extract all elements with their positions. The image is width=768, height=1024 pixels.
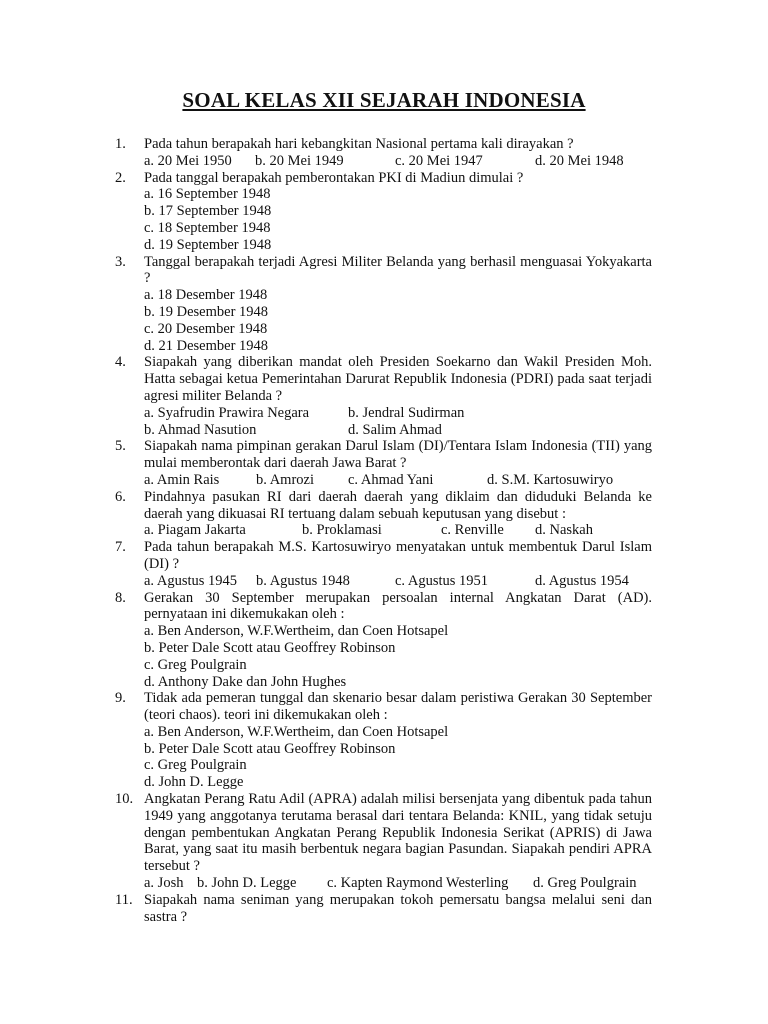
question-text: Siapakah nama pimpinan gerakan Darul Islam (DI)/Tentara Islam Indonesia (TII) yang mulai memberontak dari daerah Jawa Barat ?: [144, 438, 652, 472]
answer-option: b. Peter Dale Scott atau Geoffrey Robinson: [144, 639, 396, 656]
answer-option: d. Anthony Dake dan John Hughes: [144, 673, 347, 690]
answer-option: c. Ahmad Yani: [348, 471, 434, 488]
question-body: [144, 791, 652, 892]
answer-option: d. 21 Desember 1948: [144, 337, 269, 354]
question-body: [144, 690, 652, 791]
question-text: Tidak ada pemeran tunggal dan skenario besar dalam peristiwa Gerakan 30 September (teori chaos). teori ini dikemukakan oleh :: [144, 690, 652, 724]
answer-option: b. 20 Mei 1949: [255, 152, 344, 169]
answer-option: c. Greg Poulgrain: [144, 656, 247, 673]
question-text: Gerakan 30 September merupakan persoalan internal Angkatan Darat (AD). pernyataan ini dikemukakan oleh :: [144, 589, 652, 623]
question-number: 9.: [115, 690, 126, 707]
answer-option: c. 20 Mei 1947: [395, 152, 483, 169]
question-number: 3.: [115, 253, 126, 270]
answer-option: b. Amrozi: [256, 471, 314, 488]
question-body: [144, 590, 652, 691]
question-text: Pada tahun berapakah hari kebangkitan Nasional pertama kali dirayakan ?: [144, 136, 574, 152]
question-item: [0, 170, 768, 254]
answer-option: b. Ahmad Nasution: [144, 421, 257, 438]
answer-option: a. Agustus 1945: [144, 572, 238, 589]
answer-option: d. S.M. Kartosuwiryo: [487, 471, 614, 488]
answer-option: a. Ben Anderson, W.F.Wertheim, dan Coen Hotsapel: [144, 723, 449, 740]
answer-option: d. 19 September 1948: [144, 236, 272, 253]
options-row: [144, 405, 652, 422]
options-row: [144, 522, 652, 539]
question-item: [0, 438, 768, 488]
question-text: Angkatan Perang Ratu Adil (APRA) adalah milisi bersenjata yang dibentuk pada tahun 1949 yang anggotanya terutama berasal dari tentara Belanda: KNIL, yang tidak setuju dengan pembentukan Angkatan Perang Republik Indonesia Serikat (APRIS) di Jawa Barat, yang saat itu masih berbentuk negara bagian Pasundan. Siapakah pendiri APRA tersebut ?: [144, 791, 652, 875]
answer-option: d. John D. Legge: [144, 774, 244, 791]
question-body: [144, 892, 652, 926]
options-row: [144, 573, 652, 590]
answer-option: d. Naskah: [535, 522, 593, 539]
question-body: [144, 170, 652, 254]
question-body: [144, 539, 652, 589]
answer-option: b. Jendral Sudirman: [348, 404, 465, 421]
answer-option: a. 16 September 1948: [144, 186, 271, 203]
question-text: Siapakah nama seniman yang merupakan tokoh pemersatu bangsa melalui seni dan sastra ?: [144, 891, 652, 925]
question-text: Tanggal berapakah terjadi Agresi Militer Belanda yang berhasil menguasai Yokyakarta ?: [144, 253, 652, 287]
question-body: [144, 136, 652, 170]
options-row: [144, 875, 652, 892]
question-body: [144, 354, 652, 438]
question-number: 2.: [115, 169, 126, 186]
question-text: Pindahnya pasukan RI dari daerah daerah yang diklaim dan diduduki Belanda ke daerah yang dikuasai RI tertuang dalam sebuah keputusan yang disebut :: [144, 488, 652, 522]
answer-option: c. Greg Poulgrain: [144, 757, 247, 774]
answer-option: c. Agustus 1951: [395, 572, 489, 589]
answer-option: c. 20 Desember 1948: [144, 320, 268, 337]
options-row: [144, 153, 652, 170]
question-number: 6.: [115, 488, 126, 505]
answer-option: a. Josh: [144, 875, 184, 892]
answer-option: c. Kapten Raymond Westerling: [327, 875, 509, 892]
question-body: [144, 438, 652, 488]
question-item: [0, 590, 768, 691]
question-number: 7.: [115, 539, 126, 556]
question-number: 5.: [115, 438, 126, 455]
question-number: 4.: [115, 354, 126, 371]
answer-option: a. Amin Rais: [144, 471, 220, 488]
answer-option: b. 17 September 1948: [144, 203, 272, 220]
answer-option: a. Piagam Jakarta: [144, 522, 246, 539]
answer-option: b. Agustus 1948: [256, 572, 350, 589]
question-item: [0, 354, 768, 438]
question-text: Pada tanggal berapakah pemberontakan PKI di Madiun dimulai ?: [144, 169, 524, 186]
question-body: [144, 489, 652, 539]
question-body: [144, 254, 652, 355]
options-row: [144, 472, 652, 489]
question-number: 1.: [115, 136, 126, 152]
answer-option: c. Renville: [441, 522, 504, 539]
answer-option: a. Syafrudin Prawira Negara: [144, 404, 310, 421]
answer-option: d. Greg Poulgrain: [533, 875, 637, 892]
answer-option: b. Proklamasi: [302, 522, 382, 539]
question-item: [0, 489, 768, 539]
question-text: Pada tahun berapakah M.S. Kartosuwiryo menyatakan untuk membentuk Darul Islam (DI) ?: [144, 539, 652, 572]
answer-option: a. 18 Desember 1948: [144, 287, 268, 304]
question-item: [0, 539, 768, 589]
answer-option: b. Peter Dale Scott atau Geoffrey Robinson: [144, 740, 396, 757]
question-number: 11.: [115, 891, 133, 908]
question-item: [0, 892, 768, 926]
answer-option: a. 20 Mei 1950: [144, 152, 232, 169]
answer-option: c. 18 September 1948: [144, 219, 271, 236]
answer-option: d. Agustus 1954: [535, 572, 629, 589]
question-item: [0, 254, 768, 355]
question-list: [0, 136, 768, 925]
answer-option: d. 20 Mei 1948: [535, 152, 624, 169]
question-item: [0, 690, 768, 791]
answer-option: b. 19 Desember 1948: [144, 303, 269, 320]
options-row: [144, 422, 652, 439]
answer-option: a. Ben Anderson, W.F.Wertheim, dan Coen Hotsapel: [144, 623, 449, 640]
question-number: 8.: [115, 589, 126, 606]
question-number: 10.: [115, 791, 134, 808]
question-item: [0, 136, 768, 170]
page-title: SOAL KELAS XII SEJARAH INDONESIA: [182, 88, 586, 112]
question-text: Siapakah yang diberikan mandat oleh Presiden Soekarno dan Wakil Presiden Moh. Hatta sebagai ketua Pemerintahan Darurat Republik Indonesia (PDRI) pada saat terjadi agresi militer Belanda ?: [144, 354, 652, 404]
question-item: [0, 791, 768, 892]
answer-option: d. Salim Ahmad: [348, 421, 442, 438]
answer-option: b. John D. Legge: [197, 875, 297, 892]
